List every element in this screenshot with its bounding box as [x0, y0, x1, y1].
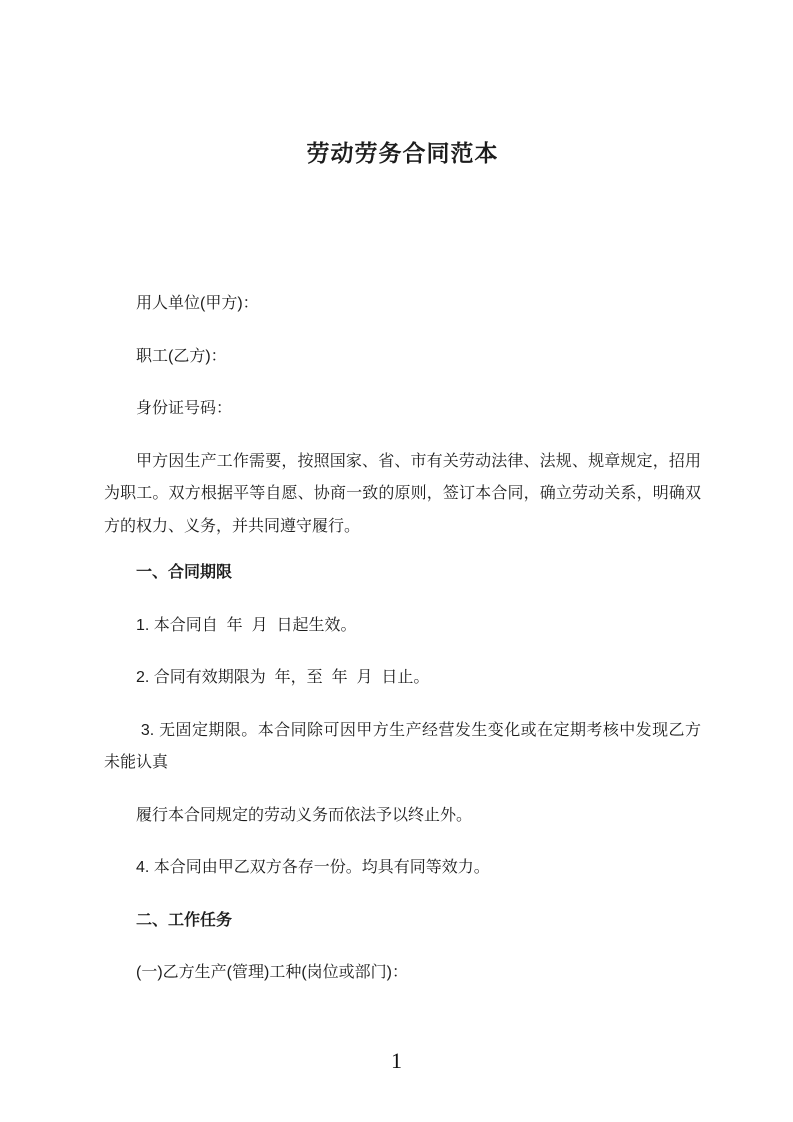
paragraph: 身份证号码：	[136, 400, 233, 417]
section-heading: 二、工作任务	[136, 911, 233, 929]
section-heading: 一、合同期限	[136, 564, 233, 581]
paragraph: 2. 合同有效期限为 年，至 年 月 日止。	[136, 669, 430, 686]
paragraph: 4. 本合同由甲乙双方各存一份。均具有同等效力。	[136, 859, 490, 876]
paragraph: 甲方因生产工作需要，按照国家、省、市有关劳动法律、法规、规章规定，招用为职工。双方根据平等自愿、协商一致的原则，签订本合同，确立劳动关系，明确双方的权力、义务，并共同遵守履行。	[104, 452, 701, 535]
document-body	[104, 288, 701, 990]
paragraph: 职工(乙方)：	[136, 347, 227, 365]
paragraph: 履行本合同规定的劳动义务而依法予以终止外。	[136, 806, 473, 824]
paragraph: 1. 本合同自 年 月 日起生效。	[136, 616, 357, 634]
page-number: 1	[391, 1048, 402, 1073]
paragraph: 用人单位(甲方)：	[136, 295, 259, 312]
document-title: 劳动劳务合同范本	[306, 140, 499, 166]
paragraph: 3. 无固定期限。本合同除可因甲方生产经营发生变化或在定期考核中发现乙方未能认真	[104, 721, 701, 771]
paragraph: (一)乙方生产(管理)工种(岗位或部门)：	[136, 964, 408, 981]
